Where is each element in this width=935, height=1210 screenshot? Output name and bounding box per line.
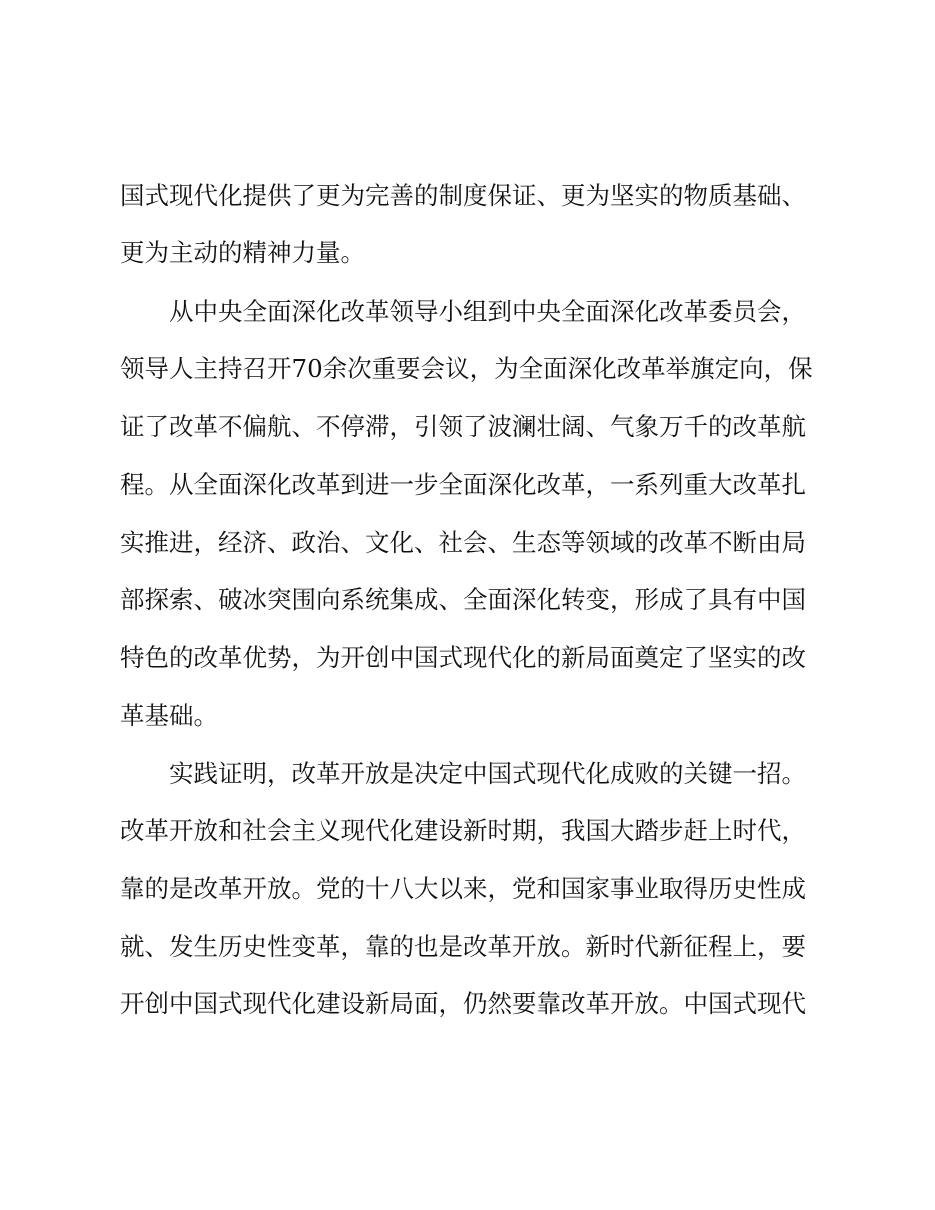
text-line: 革基础。 <box>120 701 218 730</box>
text-line: 更为主动的精神力量。 <box>120 238 365 267</box>
text-line: 改革开放和社会主义现代化建设新时期，我国大踏步赶上时代， <box>120 816 806 845</box>
text-line: 程。从全面深化改革到进一步全面深化改革，一系列重大改革扎 <box>120 470 806 499</box>
text-line: 部探索、破冰突围向系统集成、全面深化转变，形成了具有中国 <box>120 585 806 614</box>
text-line: 实推进，经济、政治、文化、社会、生态等领域的改革不断由局 <box>120 528 806 557</box>
text-line: 证了改革不偏航、不停滞，引领了波澜壮阔、气象万千的改革航 <box>120 412 806 441</box>
text-line: 特色的改革优势，为开创中国式现代化的新局面奠定了坚实的改 <box>120 643 806 672</box>
paragraph-first-line: 从中央全面深化改革领导小组到中央全面深化改革委员会， <box>169 297 806 326</box>
text-line: 就、发生历史性变革，靠的也是改革开放。新时代新征程上，要 <box>120 932 806 961</box>
text-line: 领导人主持召开70余次重要会议，为全面深化改革举旗定向，保 <box>120 354 813 383</box>
text-line: 国式现代化提供了更为完善的制度保证、更为坚实的物质基础、 <box>120 181 806 210</box>
paragraph-first-line: 实践证明，改革开放是决定中国式现代化成败的关键一招。 <box>169 759 806 788</box>
text-line: 开创中国式现代化建设新局面，仍然要靠改革开放。中国式现代 <box>120 989 806 1018</box>
text-line: 靠的是改革开放。党的十八大以来，党和国家事业取得历史性成 <box>120 874 806 903</box>
